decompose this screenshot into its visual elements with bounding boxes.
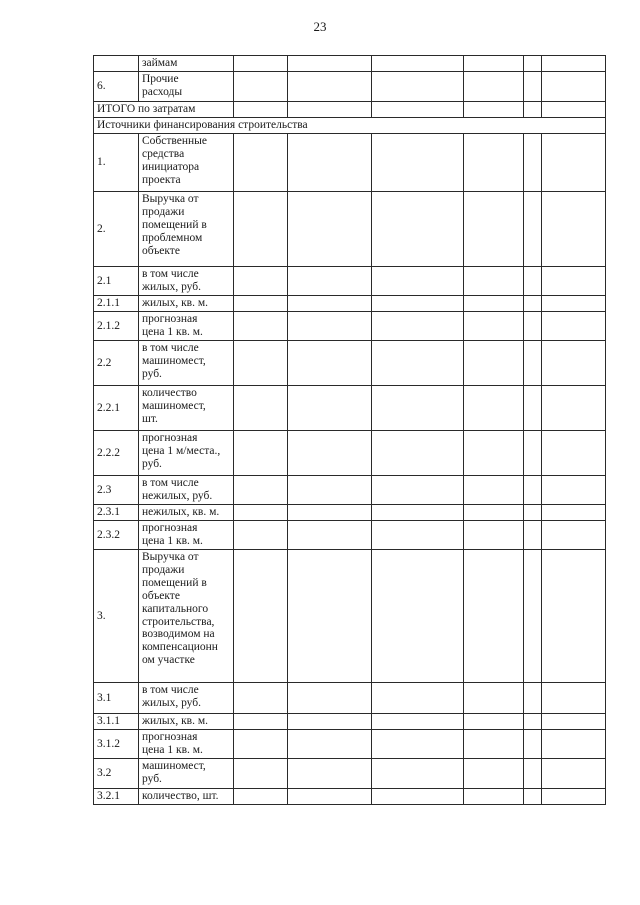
value-cell: [464, 521, 524, 550]
value-cell: [524, 730, 542, 759]
row-number: 3.: [94, 550, 139, 683]
value-cell: [524, 267, 542, 296]
row-label: в том числе жилых, руб.: [139, 683, 234, 714]
table-row: [94, 267, 606, 296]
row-label: Выручка от продажи помещений в проблемном объекте: [139, 192, 234, 267]
value-cell: [542, 505, 606, 521]
value-cell: [542, 386, 606, 431]
value-cell: [524, 102, 542, 118]
row-number: 6.: [94, 72, 139, 102]
value-cell: [372, 102, 464, 118]
value-cell: [288, 431, 372, 476]
row-number: 3.1.2: [94, 730, 139, 759]
row-label: количество машиномест, шт.: [139, 386, 234, 431]
value-cell: [524, 312, 542, 341]
value-cell: [542, 759, 606, 789]
section-header-row: [94, 118, 606, 134]
value-cell: [464, 683, 524, 714]
row-label: Собственные средства инициатора проекта: [139, 134, 234, 192]
value-cell: [288, 296, 372, 312]
row-label: в том числе нежилых, руб.: [139, 476, 234, 505]
value-cell: [288, 476, 372, 505]
value-cell: [464, 730, 524, 759]
value-cell: [288, 759, 372, 789]
value-cell: [524, 759, 542, 789]
value-cell: [234, 56, 288, 72]
row-number: 2.3: [94, 476, 139, 505]
value-cell: [372, 521, 464, 550]
row-number: 2.3.1: [94, 505, 139, 521]
row-label: Выручка от продажи помещений в объекте капитального строительства, возводимом на компенсационн ом участке: [139, 550, 234, 683]
value-cell: [524, 476, 542, 505]
table-row: [94, 56, 606, 72]
value-cell: [288, 714, 372, 730]
value-cell: [234, 521, 288, 550]
value-cell: [464, 134, 524, 192]
value-cell: [372, 505, 464, 521]
value-cell: [542, 134, 606, 192]
row-number: 1.: [94, 134, 139, 192]
table-row: [94, 521, 606, 550]
value-cell: [524, 296, 542, 312]
value-cell: [372, 431, 464, 476]
value-cell: [288, 789, 372, 805]
value-cell: [372, 550, 464, 683]
value-cell: [234, 296, 288, 312]
row-label: прогнозная цена 1 кв. м.: [139, 730, 234, 759]
row-label: количество, шт.: [139, 789, 234, 805]
table-row: [94, 312, 606, 341]
value-cell: [372, 341, 464, 386]
value-cell: [288, 102, 372, 118]
value-cell: [464, 714, 524, 730]
value-cell: [288, 505, 372, 521]
value-cell: [524, 505, 542, 521]
table-row: [94, 714, 606, 730]
value-cell: [464, 341, 524, 386]
value-cell: [288, 72, 372, 102]
page-number: 23: [313, 19, 327, 34]
row-number: 2.2.2: [94, 431, 139, 476]
table-row: [94, 296, 606, 312]
row-label: прогнозная цена 1 м/места., руб.: [139, 431, 234, 476]
value-cell: [288, 730, 372, 759]
value-cell: [464, 476, 524, 505]
table-row: [94, 134, 606, 192]
value-cell: [464, 312, 524, 341]
table-row: [94, 683, 606, 714]
value-cell: [542, 730, 606, 759]
row-number: 2.1.2: [94, 312, 139, 341]
value-cell: [372, 730, 464, 759]
value-cell: [542, 296, 606, 312]
row-number: 2.1: [94, 267, 139, 296]
value-cell: [234, 789, 288, 805]
value-cell: [524, 56, 542, 72]
value-cell: [524, 431, 542, 476]
row-number: 3.1.1: [94, 714, 139, 730]
value-cell: [542, 476, 606, 505]
value-cell: [464, 759, 524, 789]
value-cell: [372, 296, 464, 312]
value-cell: [524, 192, 542, 267]
row-number: 3.2.1: [94, 789, 139, 805]
value-cell: [234, 386, 288, 431]
value-cell: [542, 550, 606, 683]
value-cell: [542, 102, 606, 118]
value-cell: [524, 521, 542, 550]
row-label: жилых, кв. м.: [139, 296, 234, 312]
row-label: жилых, кв. м.: [139, 714, 234, 730]
row-label: займам: [139, 56, 234, 72]
value-cell: [524, 714, 542, 730]
value-cell: [464, 267, 524, 296]
value-cell: [542, 683, 606, 714]
value-cell: [288, 386, 372, 431]
value-cell: [542, 521, 606, 550]
table-row: [94, 431, 606, 476]
value-cell: [464, 72, 524, 102]
value-cell: [542, 56, 606, 72]
row-number: 2.1.1: [94, 296, 139, 312]
value-cell: [542, 431, 606, 476]
value-cell: [524, 550, 542, 683]
value-cell: [542, 789, 606, 805]
row-label: прогнозная цена 1 кв. м.: [139, 521, 234, 550]
value-cell: [464, 505, 524, 521]
value-cell: [288, 341, 372, 386]
value-cell: [234, 683, 288, 714]
value-cell: [464, 386, 524, 431]
value-cell: [524, 386, 542, 431]
row-number: [94, 56, 139, 72]
value-cell: [372, 192, 464, 267]
value-cell: [524, 683, 542, 714]
value-cell: [234, 312, 288, 341]
value-cell: [288, 134, 372, 192]
value-cell: [524, 72, 542, 102]
value-cell: [288, 267, 372, 296]
row-label: машиномест, руб.: [139, 759, 234, 789]
value-cell: [234, 714, 288, 730]
value-cell: [234, 505, 288, 521]
table-row: [94, 341, 606, 386]
value-cell: [464, 102, 524, 118]
value-cell: [234, 102, 288, 118]
table-row: [94, 759, 606, 789]
table-row: [94, 505, 606, 521]
value-cell: [288, 56, 372, 72]
value-cell: [524, 134, 542, 192]
row-label: нежилых, кв. м.: [139, 505, 234, 521]
value-cell: [234, 72, 288, 102]
table-row: [94, 476, 606, 505]
value-cell: [464, 789, 524, 805]
value-cell: [542, 192, 606, 267]
value-cell: [234, 192, 288, 267]
value-cell: [372, 267, 464, 296]
table-row: [94, 386, 606, 431]
value-cell: [372, 312, 464, 341]
value-cell: [234, 550, 288, 683]
value-cell: [372, 789, 464, 805]
row-label: прогнозная цена 1 кв. м.: [139, 312, 234, 341]
table-row: [94, 72, 606, 102]
value-cell: [372, 683, 464, 714]
value-cell: [288, 312, 372, 341]
row-number: 2.: [94, 192, 139, 267]
value-cell: [234, 431, 288, 476]
value-cell: [464, 56, 524, 72]
row-number: 3.1: [94, 683, 139, 714]
value-cell: [288, 683, 372, 714]
table-row: [94, 550, 606, 683]
value-cell: [372, 476, 464, 505]
value-cell: [372, 56, 464, 72]
value-cell: [234, 134, 288, 192]
table-row: [94, 789, 606, 805]
value-cell: [372, 72, 464, 102]
table-row: [94, 730, 606, 759]
section-title: Источники финансирования строительства: [94, 118, 606, 134]
value-cell: [542, 714, 606, 730]
value-cell: [372, 134, 464, 192]
value-cell: [234, 341, 288, 386]
value-cell: [234, 476, 288, 505]
row-number: 2.2.1: [94, 386, 139, 431]
table-row: [94, 192, 606, 267]
value-cell: [288, 550, 372, 683]
value-cell: [372, 714, 464, 730]
value-cell: [542, 72, 606, 102]
row-label: Прочие расходы: [139, 72, 234, 102]
value-cell: [542, 341, 606, 386]
value-cell: [372, 759, 464, 789]
row-number: 3.2: [94, 759, 139, 789]
financing-table: [93, 55, 606, 805]
value-cell: [542, 312, 606, 341]
value-cell: [464, 296, 524, 312]
value-cell: [464, 550, 524, 683]
value-cell: [234, 267, 288, 296]
row-number: 2.3.2: [94, 521, 139, 550]
row-number: 2.2: [94, 341, 139, 386]
table-row: [94, 102, 606, 118]
value-cell: [524, 789, 542, 805]
value-cell: [542, 267, 606, 296]
value-cell: [464, 192, 524, 267]
row-label: в том числе жилых, руб.: [139, 267, 234, 296]
row-label: в том числе машиномест, руб.: [139, 341, 234, 386]
value-cell: [372, 386, 464, 431]
value-cell: [524, 341, 542, 386]
value-cell: [234, 759, 288, 789]
value-cell: [464, 431, 524, 476]
total-label: ИТОГО по затратам: [94, 102, 234, 118]
value-cell: [288, 192, 372, 267]
value-cell: [234, 730, 288, 759]
value-cell: [288, 521, 372, 550]
